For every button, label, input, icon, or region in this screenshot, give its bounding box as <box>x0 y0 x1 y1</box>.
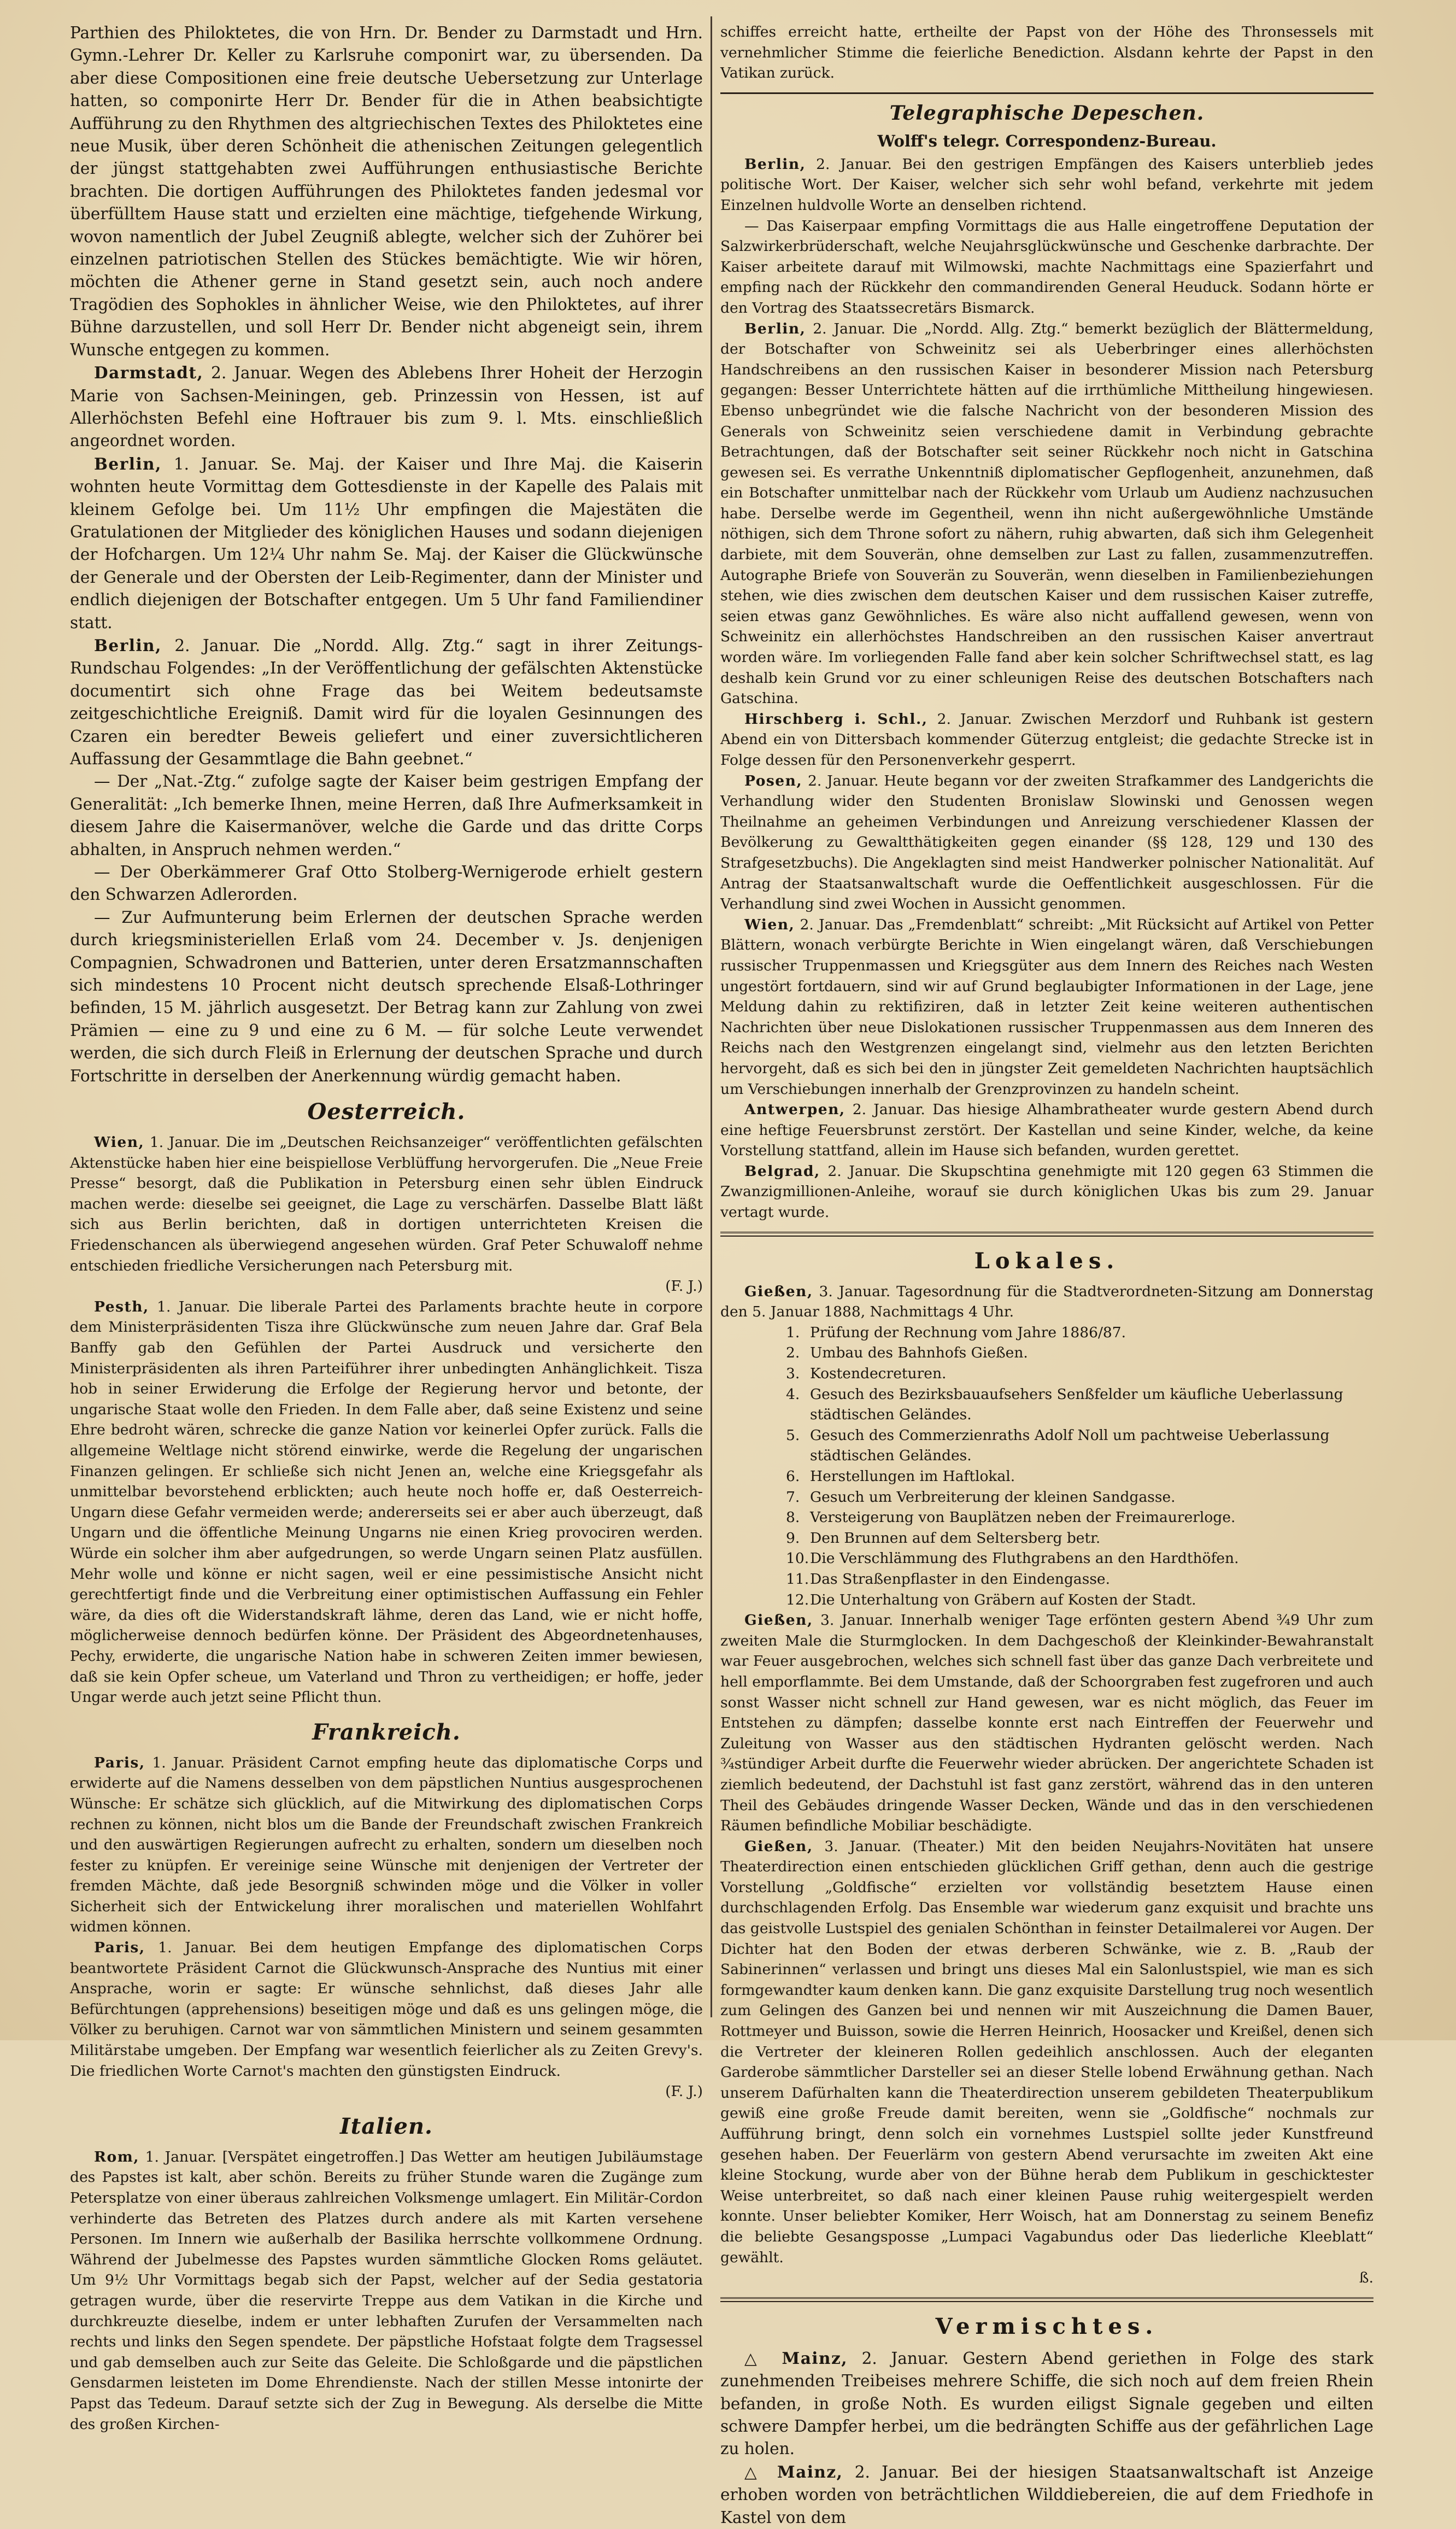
dateline: Hirschberg i. Schl., <box>744 710 928 728</box>
agenda-item <box>786 1569 1373 1590</box>
dateline: Gießen, <box>744 1283 813 1300</box>
divider <box>720 92 1373 94</box>
section-heading-frankreich: Frankreich. <box>312 1719 461 1745</box>
dateline: Paris, <box>94 1754 145 1771</box>
agenda-item-text: Kostendecreturen. <box>810 1365 947 1383</box>
agenda-item-number: 11. <box>786 1570 809 1588</box>
article-text: 2. Januar. Wegen des Ablebens Ihrer Hoheit der Herzogin Marie von Sachsen-Meiningen, geb. Prinzessin von Hessen, ist auf Allerhöchsten Befehl eine Hoftrauer bis zum 9. l. Mts. einschließlich angeordnet worden. <box>70 364 703 450</box>
article-oberkaemmerer: — Der Oberkämmerer Graf Otto Stolberg-Wernigerode erhielt gestern den Schwarzen Adlerorden. <box>70 863 703 904</box>
agenda-item <box>786 1487 1373 1508</box>
article-wien-2 <box>720 915 1373 1099</box>
dateline: Darmstadt, <box>94 363 204 383</box>
dateline: Pesth, <box>94 1298 149 1315</box>
left-column <box>70 22 703 2433</box>
dateline: Posen, <box>744 772 803 789</box>
agenda-item-text: Gesuch um Verbreiterung der kleinen Sandgasse. <box>810 1488 1176 1506</box>
article-text: 2. Januar. Bei der hiesigen Staatsanwaltschaft ist Anzeige erhoben worden von beträchtlichen Wilddiebereien, die auf dem Friedhofe in Kastel von dem <box>720 2462 1374 2527</box>
right-column <box>720 22 1374 2527</box>
agenda-item-number: 12. <box>786 1591 809 1608</box>
article-mainz-1 <box>720 2347 1373 2461</box>
agenda-item-number: 8. <box>786 1509 800 1526</box>
article-text: 1. Januar. [Verspätet eingetroffen.] Das Wetter am heutigen Jubiläumstage des Papstes ist kalt, aber schön. Bereits zu früher Stunde waren die Zugänge zum Petersplatze von einer überaus zahlreichen Volksmenge umlagert. Ein Militär-Cordon verhinderte das Betreten des Platzes durch andere als mit Karten versehene Personen. Im Innern wie außerhalb der Basilika herrschte vollkommene Ordnung. Während der Jubelmesse des Papstes wurden sämmtliche Glocken Roms geläutet. Um 9½ Uhr Vormittags begab sich der Papst, welcher auf der Sedia gestatoria getragen wurde, über die reservirte Treppe aus dem Vatikan in die Kirche und durchkreuzte dieselbe, indem er unter lebhaften Zurufen der Versammelten nach rechts und links den Segen spendete. Der päpstliche Hofstaat folgte dem Tragsessel und gab demselben auch zur Seite das Geleite. Die Schloßgarde und die päpstlichen Gensdarmen leisteten im Dome Ehrendienste. Nach der stillen Messe intonirte der Papst das Tedeum. Darauf setzte sich der Zug in Bewegung. Als derselbe die Mitte des großen Kirchen- <box>70 2148 703 2433</box>
agenda-item <box>786 1384 1373 1425</box>
article-darmstadt <box>70 361 703 453</box>
agenda-item-number: 10. <box>786 1550 809 1567</box>
article-paris-2 <box>70 1937 703 2102</box>
article-mainz-2 <box>720 2461 1373 2529</box>
section-heading-vermischtes: Vermischtes. <box>935 2313 1159 2339</box>
agenda-item <box>786 1322 1373 1343</box>
agenda-item <box>786 1363 1373 1384</box>
article-berlin-a <box>720 154 1373 216</box>
divider <box>720 2297 1373 2302</box>
agenda-item <box>786 1466 1373 1487</box>
dateline: Berlin, <box>744 320 806 337</box>
agenda-item <box>786 1425 1373 1466</box>
article-text: 3. Januar. Innerhalb weniger Tage erfönten gestern Abend ¾9 Uhr zum zweiten Male die Sturmglocken. In dem Dachgeschoß der Kleinkinder-Bewahranstalt war Feuer ausgebrochen, welches sich schnell fast über das ganze Dach verbreitete und hell emporflammte. Bei dem Umstande, daß der Schoorgraben fest zugefroren und auch sonst Wasser nicht schnell zur Hand gewesen, war es nicht möglich, das Feuer im Entstehen zu dämpfen; dasselbe konnte erst nach Eintreffen der Feuerwehr und Zuleitung von Wasser aus den städtischen Hydranten gelöscht werden. Nach ¾stündiger Arbeit durfte die Feuerwehr wieder abrücken. Der angerichtete Schaden ist ziemlich bedeutend, der Dachstuhl ist fast ganz zerstört, während das in den unteren Theil des Gebäudes dringende Wasser Decken, Wände und das in den verschiedenen Räumen befindliche Mobiliar beschädigte. <box>720 1612 1373 1835</box>
article-text: 2. Januar. Heute begann vor der zweiten Strafkammer des Landgerichts die Verhandlung wider den Studenten Bronislaw Slowinski und Genossen wegen Theilnahme an geheimen Verbindungen und Anreizung verschiedener Klassen der Bevölkerung zu Gewaltthätigkeiten gegen einander (§§ 128, 129 und 130 des Strafgesetzbuchs). Die Angeklagten sind meist Handwerker polnischer Nationalität. Auf Antrag der Staatsanwaltschaft wurde die Oeffentlichkeit ausgeschlossen. Für die Verhandlung sind zwei Wochen in Aussicht genommen. <box>720 772 1373 913</box>
agenda-item <box>786 1548 1373 1569</box>
article-hirschberg <box>720 709 1373 771</box>
dateline: Gießen, <box>744 1837 813 1855</box>
section-heading-italien: Italien. <box>340 2113 433 2139</box>
dateline: Wien, <box>94 1134 145 1151</box>
agenda-item-text: Die Verschlämmung des Fluthgrabens an den Hardthöfen. <box>810 1550 1239 1567</box>
article-text: 2. Januar. Gestern Abend geriethen in Folge des stark zunehmenden Treibeises mehrere Schiffe, die sich noch auf dem freien Rhein befanden, in große Noth. Es wurden eiligst Signale gegeben und eilten schwere Dampfer herbei, um die bedrängten Schiffe aus der gefährlichen Lage zu holen. <box>720 2349 1373 2458</box>
agenda-item-number: 5. <box>786 1426 800 1444</box>
article-giessen-theater <box>720 1836 1373 2288</box>
agenda-item-text: Das Straßenpflaster in den Eindengasse. <box>810 1570 1111 1588</box>
agenda-item-text: Gesuch des Bezirksbauaufsehers Senßfelder um käufliche Ueberlassung städtischen Geländes. <box>810 1385 1343 1424</box>
agenda-item-text: Herstellungen im Haftlokal. <box>810 1468 1015 1485</box>
article-rom-continued: schiffes erreicht hatte, ertheilte der Papst von der Höhe des Thronsessels mit vernehmlicher Stimme die feierliche Benediction. Alsdann kehrte der Papst in den Vatikan zurück. <box>720 24 1373 82</box>
agenda-item-text: Die Unterhaltung von Gräbern auf Kosten der Stadt. <box>810 1591 1196 1608</box>
article-text: 2. Januar. Das „Fremdenblatt“ schreibt: „Mit Rücksicht auf Artikel von Petter Blättern, wonach verbürgte Berichte in Wien eingelangt wären, daß Verschiebungen russischer Truppenmassen und Kriegsgüter aus dem Innern des Reiches nach Westen ungestört fortdauern, sind wir auf Grund beglaubigter Informationen in der Lage, jene Meldung dahin zu rektifiziren, daß in letzter Zeit keine weiteren authentischen Nachrichten über neue Dislokationen russischer Truppenmassen aus dem Inneren des Reichs nach den Westgrenzen eingelangt sind, vielmehr aus den letzten Berichten hervorgeht, daß es sich bei den in jüngster Zeit gemeldeten Nachrichten hauptsächlich um Verschiebungen innerhalb der Grenzprovinzen zu handeln scheint. <box>720 916 1373 1098</box>
agenda-item-text: Prüfung der Rechnung vom Jahre 1886/87. <box>810 1324 1126 1341</box>
dateline: Berlin, <box>744 155 806 173</box>
agenda-item-text: Gesuch des Commerzienraths Adolf Noll um pachtweise Ueberlassung städtischen Geländes. <box>810 1426 1330 1465</box>
article-text: 3. Januar. (Theater.) Mit den beiden Neujahrs-Novitäten hat unsere Theaterdirection einen entschieden glücklichen Griff gethan, denn auch die gestrige Vorstellung „Goldfische“ erzielten vor vollständig besetztem Hause einen durchschlagenden Erfolg. Das Ensemble war wiederum ganz exquisit und brachte uns das geistvolle Lustspiel des genialen Schönthan in feinster Detailmalerei vor Augen. Der Dichter hat den Boden der etwas derberen Schwänke, wie z. B. „Raub der Sabinerinnen“ verlassen und bringt uns dieses Mal ein Salonlustspiel, wie man es sich formgewandter kaum denken kann. Die ganz exquisite Darstellung trug noch wesentlich zum Gelingen des Ganzen bei und nennen wir mit Auszeichnung die Damen Bauer, Rottmeyer und Buisson, sowie die Herren Heinrich, Hoosacker und Kreißel, denen sich die Vertreter der kleineren Rollen gedeihlich anschlossen. Auch der eleganten Garderobe sämmtlicher Darsteller sei an dieser Stelle lobend Erwähnung gethan. Nach unserem Dafürhalten kann die Theaterdirection unserem gebildeten Theaterpublikum gewiß eine große Freude damit bereiten, wenn sie „Goldfische“ nochmals zur Aufführung bringt, denn solch ein vornehmes Lustspiel sollte jeder Kunstfreund gesehen haben. Der Feuerlärm von gestern Abend verursachte im zweiten Akt eine kleine Stockung, wurde aber von der Bühne herab dem Publikum in geschicktester Weise unterbreitet, so daß nach einer kleinen Pause ruhig weitergespielt werden konnte. Unser beliebter Komiker, Herr Woisch, hat am Donnerstag zu seinem Benefiz die beliebte Gesangsposse „Lumpaci Vagabundus oder Das liederliche Kleeblatt“ gewählt. <box>720 1837 1373 2266</box>
article-text: 2. Januar. Zwischen Merzdorf und Ruhbank ist gestern Abend ein von Dittersbach kommender Güterzug entgleist; die gedachte Strecke ist in Folge dessen für den Personenverkehr gesperrt. <box>720 710 1373 769</box>
dateline: Rom, <box>94 2148 139 2165</box>
dateline: Gießen, <box>744 1612 813 1629</box>
article-belgrad <box>720 1161 1373 1223</box>
article-posen <box>720 771 1373 915</box>
article-text: 2. Januar. Die „Nordd. Allg. Ztg.“ bemerkt bezüglich der Blättermeldung, der Botschafter von Schweinitz sei als Ueberbringer eines allerhöchsten Handschreibens an den russischen Kaiser in besonderer Mission nach Petersburg gegangen: Besser Unterrichtete hätten auf die irrthümliche Mittheilung hingewiesen. Ebenso unbegründet wie die falsche Nachricht von der besonderen Mission des Generals von Schweinitz seien verschiedene damit in Verbindung gebrachte Betrachtungen, daß der Botschafter seit seiner Rückkehr noch nicht in Gatschina gewesen sei. Es verrathe Unkenntniß diplomatischer Gepflogenheit, anzunehmen, daß ein Botschafter unmittelbar nach der Rückkehr vom Urlaub um Audienz nachzusuchen habe. Derselbe werde im Gegentheil, wenn ihn nicht außergewöhnliche Umstände nöthigen, sich dem Throne sofort zu nähern, ruhig abwarten, daß sich ihm Gelegenheit darbiete, mit dem Souverän, ohne demselben zur Last zu fallen, zusammenzutreffen. Autographe Briefe von Souverän zu Souverän, wenn dieselben in Familienbeziehungen stehen, wie dies zwischen dem deutschen Kaiser und dem russischen Kaiser zutreffe, seien etwas ganz Gewöhnliches. Es wäre also nicht auffallend gewesen, wenn von Schweinitz ein allerhöchstes Handschreiben an den russischen Kaiser anvertraut worden wäre. Im vorliegenden Falle fand aber kein solcher Schriftwechsel statt, es lag deshalb kein Grund vor zu einer schleunigen Reise des deutschen Botschafters nach Gatschina. <box>720 320 1373 707</box>
article-berlin-2 <box>70 634 703 770</box>
dateline: Berlin, <box>94 635 162 655</box>
article-berlin-c <box>720 319 1373 709</box>
agenda-item-number: 9. <box>786 1529 800 1547</box>
article-giessen-agenda <box>720 1281 1373 1322</box>
agenda-item <box>786 1528 1373 1549</box>
article-paris-1 <box>70 1753 703 1937</box>
article-text: 1. Januar. Bei dem heutigen Empfange des diplomatischen Corps beantwortete Präsident Carnot die Glückwunsch-Ansprache des Nuntius mit einer Ansprache, worin er sagte: Er wünsche sehnlichst, daß dieses Jahr alle Befürchtungen (apprehensions) beseitigen möge und daß es uns gelingen möge, die Völker zu beruhigen. Carnot war von sämmtlichen Ministern und seinem gesammten Militärstabe umgeben. Der Empfang war wesentlich feierlicher als zu Zeiten Grevy's. Die friedlichen Worte Carnot's machten den günstigsten Eindruck. <box>70 1939 703 2080</box>
agenda-item-text: Den Brunnen auf dem Seltersberg betr. <box>810 1529 1101 1547</box>
article-text: 2. Januar. Die „Nordd. Allg. Ztg.“ sagt in ihrer Zeitungs-Rundschau Folgendes: „In der Veröffentlichung der gefälschten Aktenstücke documentirt sich ohne Frage das bei Weitem bedeutsamste zeitgeschichtliche Ereigniß. Damit wird für die loyalen Gesinnungen des Czaren ein beredter Beweis geliefert und einer zuversichtlicheren Auffassung der Gesammtlage die Bahn geebnet.“ <box>70 636 703 768</box>
agenda-item-number: 7. <box>786 1488 800 1506</box>
agenda-item <box>786 1590 1373 1611</box>
section-heading-telegraphen: Telegraphische Depeschen. <box>889 101 1205 125</box>
signature: ß. <box>1359 2269 1373 2287</box>
article-text: 2. Januar. Die Skupschtina genehmigte mit 120 gegen 63 Stimmen die Zwanzigmillionen-Anleihe, worauf sie durch königlichen Ukas bis zum 29. Januar vertagt wurde. <box>720 1162 1373 1221</box>
agenda-item-text: Versteigerung von Bauplätzen neben der Freimaurerloge. <box>810 1509 1236 1526</box>
article-text: 1. Januar. Präsident Carnot empfing heute das diplomatische Corps und erwiderte auf die Namens desselben von dem päpstlichen Nuntius ausgesprochenen Wünsche: Er schätze sich glücklich, auf die Mitwirkung des diplomatischen Corps rechnen zu können, nicht blos um die Bande der Freundschaft zwischen Frankreich und den auswärtigen Regierungen aufrecht zu erhalten, sondern um dieselben noch fester zu knüpfen. Er vereinige seine Wünsche mit denjenigen der Vertreter der fremden Mächte, daß jede Besorgniß schwinden möge und die Völker in voller Sicherheit sich der Entwickelung ihrer moralischen und materiellen Wohlfahrt widmen können. <box>70 1754 703 1936</box>
section-subheading-wolff: Wolff's telegr. Correspondenz-Bureau. <box>877 131 1217 150</box>
article-berlin-b: — Das Kaiserpaar empfing Vormittags die aus Halle eingetroffene Deputation der Salzwirkerbrüderschaft, welche Neujahrsglückwünsche und Geschenke darbrachte. Der Kaiser arbeitete darauf mit Wilmowski, machte Nachmittags eine Spazierfahrt und empfing nach der Rückkehr den commandirenden General Heuduck. Sodann hörte er den Vortrag des Staatssecretärs Bismarck. <box>720 217 1373 317</box>
article-intro: Parthien des Philoktetes, die von Hrn. Dr. Bender zu Darmstadt und Hrn. Gymn.-Lehrer Dr. Keller zu Karlsruhe componirt war, zu übersenden. Da aber diese Compositionen eine freie deutsche Uebersetzung zur Unterlage hatten, so componirte Herr Dr. Bender für die in Athen beabsichtigte Aufführung zu den Rhythmen des altgriechischen Textes des Philoktetes eine neue Musik, über deren Schönheit die athenischen Zeitungen gelegentlich der jüngst stattgehabten zwei Aufführungen enthusiastische Berichte brachten. Die dortigen Aufführungen des Philoktetes fanden jedesmal vor überfülltem Hause statt und erzielten eine mächtige, tiefgehende Wirkung, wovon namentlich der Jubel Zeugniß ablegte, welcher sich der Zuhörer bei einzelnen patriotischen Stellen des Stückes bemächtigte. Wie wir hören, möchten die Athener gerne in Stand gesetzt sein, auch noch andere Tragödien des Sophokles in ähnlicher Weise, wie den Philoktetes, auf ihrer Bühne darzustellen, und soll Herr Dr. Bender nicht abgeneigt sein, ihrem Wunsche entgegen zu kommen. <box>70 24 703 359</box>
article-pesth <box>70 1297 703 1708</box>
agenda-item <box>786 1343 1373 1363</box>
section-heading-lokales: Lokales. <box>974 1248 1120 1274</box>
section-heading-oesterreich: Oesterreich. <box>307 1099 466 1125</box>
dateline: △ Mainz, <box>744 2462 843 2481</box>
article-text: 2. Januar. Bei den gestrigen Empfängen des Kaisers unterblieb jedes politische Wort. Der Kaiser, welcher sich sehr wohl befand, verkehrte mit jedem Einzelnen huldvolle Worte an denselben richtend. <box>720 155 1373 214</box>
dateline: △ Mainz, <box>744 2348 848 2368</box>
dateline: Antwerpen, <box>744 1101 846 1119</box>
agenda-item-number: 4. <box>786 1385 800 1403</box>
article-antwerpen <box>720 1099 1373 1161</box>
article-rom <box>70 2147 703 2434</box>
dateline: Berlin, <box>94 454 162 473</box>
dateline: Wien, <box>744 916 795 933</box>
divider <box>720 1232 1373 1237</box>
signature: (F. J.) <box>665 2083 703 2100</box>
article-text: 1. Januar. Se. Maj. der Kaiser und Ihre Maj. die Kaiserin wohnten heute Vormittag dem Gottesdienste in der Kapelle des Palais mit kleinem Gefolge bei. Um 11½ Uhr empfingen die Majestäten die Gratulationen der Mitglieder des königlichen Hauses und sodann diejenigen der Hofchargen. Um 12¼ Uhr nahm Se. Maj. der Kaiser die Glückwünsche der Generale und der Obersten der Leib-Regimenter, dann der Minister und endlich diejenigen der Botschafter entgegen. Um 5 Uhr fand Familiendiner statt. <box>70 454 703 632</box>
agenda-item-number: 3. <box>786 1365 800 1383</box>
agenda-list <box>720 1322 1373 1610</box>
article-wien-1 <box>70 1132 703 1297</box>
agenda-item-text: Umbau des Bahnhofs Gießen. <box>810 1344 1028 1362</box>
agenda-item-number: 1. <box>786 1324 800 1341</box>
agenda-item-number: 6. <box>786 1468 800 1485</box>
signature: (F. J.) <box>665 1278 703 1295</box>
article-natztg: — Der „Nat.-Ztg.“ zufolge sagte der Kaiser beim gestrigen Empfang der Generalität: „Ich bemerke Ihnen, meine Herren, daß Ihre Aufmerksamkeit in diesem Jahre die Kaisermanöver, welche die Garde und das dritte Corps abhalten, in Anspruch nehmen werden.“ <box>70 772 703 859</box>
agenda-item-number: 2. <box>786 1344 800 1362</box>
article-berlin-1 <box>70 453 703 634</box>
article-giessen-fire <box>720 1610 1373 1836</box>
article-text: 2. Januar. Das hiesige Alhambratheater wurde gestern Abend durch eine heftige Feuersbrunst zerstört. Der Kastellan und seine Kinder, welche, da keine Vorstellung stattfand, allein im Hause sich befanden, wurden gerettet. <box>720 1101 1373 1160</box>
article-sprache: — Zur Aufmunterung beim Erlernen der deutschen Sprache werden durch kriegsministeriellen Erlaß vom 24. December v. Js. denjenigen Compagnien, Schwadronen und Batterien, unter deren Ersatzmannschaften sich mindestens 10 Procent nicht deutsch sprechende Elsaß-Lothringer befinden, 15 M. jährlich ausgesetzt. Der Betrag kann zur Zahlung von zwei Prämien — eine zu 9 und eine zu 6 M. — für solche Leute verwendet werden, die sich durch Fleiß in Erlernung der deutschen Sprache und durch Fortschritte in derselben der Anerkennung würdig gemacht haben. <box>70 908 703 1085</box>
article-text: 1. Januar. Die im „Deutschen Reichsanzeiger“ veröffentlichten gefälschten Aktenstücke haben hier eine beispiellose Verblüffung hervorgerufen. Die „Neue Freie Presse“ besorgt, daß die Publikation in Petersburg einen sehr üblen Eindruck machen werde: dieselbe sei geeignet, die Lage zu verschärfen. Dasselbe Blatt läßt sich aus Berlin berichten, daß in dortigen unterrichteten Kreisen die Friedenschancen als überwiegend angesehen würden. Graf Peter Schuwaloff nehme entschieden friedliche Versicherungen nach Petersburg mit. <box>70 1134 703 1274</box>
article-text: 1. Januar. Die liberale Partei des Parlaments brachte heute in corpore dem Ministerpräsidenten Tisza ihre Glückwünsche zum neuen Jahre dar. Graf Bela Banffy gab den Gefühlen der Partei Ausdruck und versicherte den Ministerpräsidenten als ihren Parteiführer ihrer unbedingten Anhänglichkeit. Tisza hob in seiner Erwiderung die Erfolge der Regierung hervor und betonte, der ungarische Staat wolle den Frieden. In dem Falle aber, daß seine Existenz und seine Ehre bedroht wären, schrecke die ganze Nation vor keinerlei Opfer zurück. Falls die allgemeine Weltlage nicht störend einwirke, werde die Regelung der ungarischen Finanzen gelingen. Er schließe sich nicht Jenen an, welche eine Kriegsgefahr als unmittelbar bevorstehend erblickten; auch heute noch hoffe er, daß Oesterreich-Ungarn diese Gefahr vermeiden werde; andererseits sei er aber auch überzeugt, daß Ungarn und die öffentliche Meinung Ungarns nie einen Krieg provociren werden. Würde ein solcher ihm aber aufgedrungen, so werde Ungarn seinen Platz ausfüllen. Mehr wolle und könne er nicht sagen, weil er eine pessimistische Ansicht nicht gerechtfertigt finde und die Verbreitung einer optimistischen Auffassung ein Fehler wäre, da dies oft die Widerstandskraft lähme, deren das Land, wie er nicht hoffe, möglicherweise dennoch bedürfen könne. Der Präsident des Abgeordnetenhauses, Pechy, erwiderte, die ungarische Nation habe in schweren Zeiten immer bewiesen, daß sie kein Opfer scheue, um Vaterland und Thron zu vertheidigen; er hoffe, jeder Ungar werde auch jetzt seine Pflicht thun. <box>70 1298 703 1706</box>
article-text: 3. Januar. Tagesordnung für die Stadtverordneten-Sitzung am Donnerstag den 5. Januar 1888, Nachmittags 4 Uhr. <box>720 1283 1373 1321</box>
agenda-item <box>786 1507 1373 1528</box>
dateline: Belgrad, <box>744 1162 820 1180</box>
dateline: Paris, <box>94 1939 145 1957</box>
column-divider <box>711 16 712 2017</box>
